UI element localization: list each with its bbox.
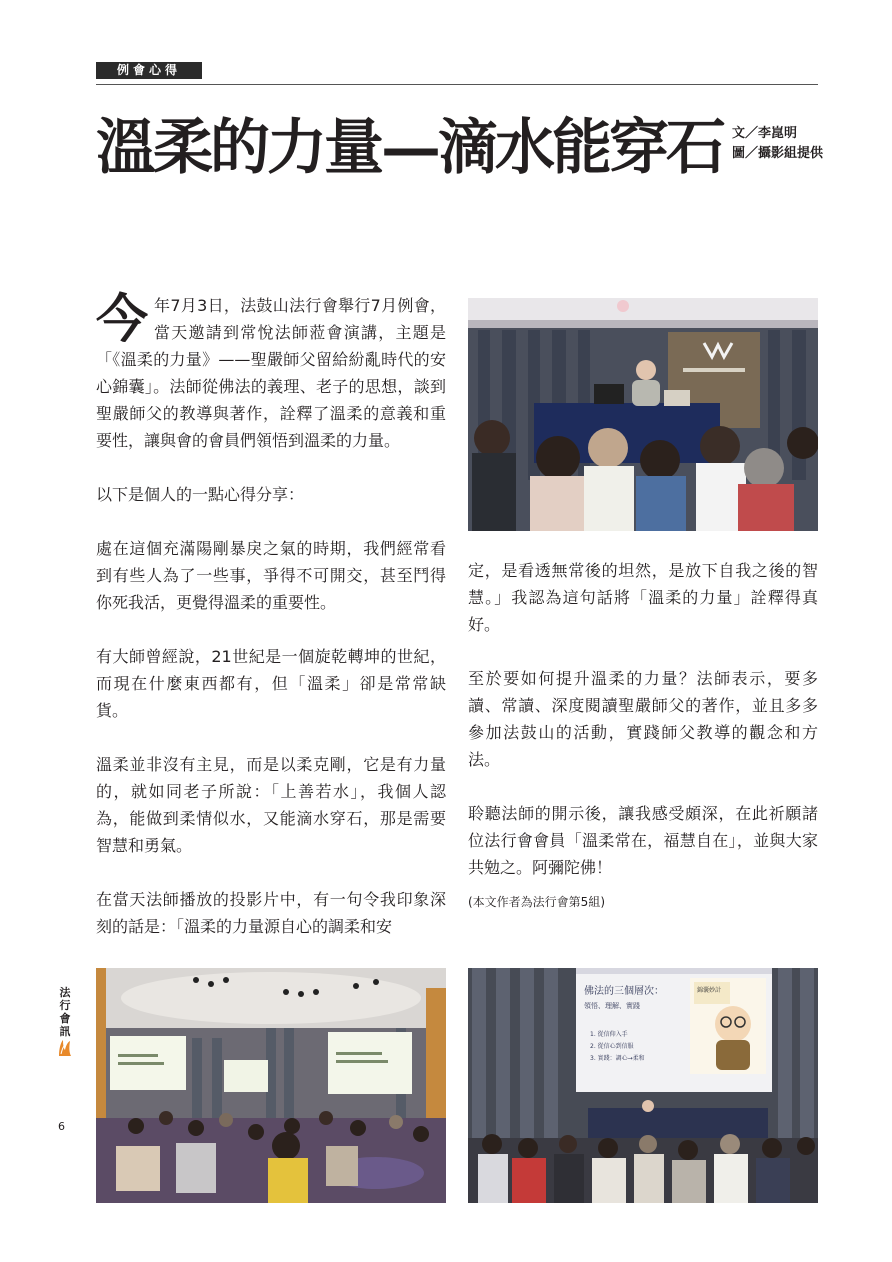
slide-item: 3. 實踐：調心→柔和 [590, 1055, 645, 1062]
publication-name-vertical: 法行會訊 [59, 986, 71, 1038]
article-column-right [468, 557, 818, 911]
slide-subtitle: 領悟、理解、實踐 [584, 1002, 640, 1010]
photo-banquet-hall [96, 968, 446, 1203]
paragraph-intro: 今年7月3日，法鼓山法行會舉行7月例會，當天邀請到常悅法師蒞會演講，主題是「《溫柔的力量》——聖嚴師父留給紛亂時代的安心錦囊」。法師從佛法的義理、老子的思想，談到聖嚴師父的教導與著作，詮釋了溫柔的意義和重要性，讓與會的會員們領悟到溫柔的力量。 [96, 289, 446, 450]
paragraph: 有大師曾經說，21世紀是一個旋乾轉坤的世紀，而現在什麼東西都有，但「溫柔」卻是常常缺貨。 [96, 647, 446, 720]
credit-photo: 圖／攝影組提供 [732, 146, 824, 161]
slide-item: 1. 從信仰入手 [590, 1031, 628, 1038]
paragraph: 處在這個充滿陽剛暴戾之氣的時期，我們經常看到有些人為了一些事，爭得不可開交，甚至鬥得你死我活，更覺得溫柔的重要性。 [96, 539, 446, 612]
top-rule [96, 84, 818, 85]
paragraph: 在當天法師播放的投影片中，有一句令我印象深刻的話是：「溫柔的力量源自心的調柔和安 [96, 890, 446, 936]
paragraph: 聆聽法師的開示後，讓我感受頗深，在此祈願諸位法行會會員「溫柔常在，福慧自在」，並與大家共勉之。阿彌陀佛！ [468, 804, 818, 877]
paragraph: 溫柔並非沒有主見，而是以柔克剛，它是有力量的，就如同老子所說：「上善若水」，我個人認為，能做到柔情似水，又能滴水穿石，那是需要智慧和勇氣。 [96, 755, 446, 855]
slide-item: 2. 從信心到信服 [590, 1043, 634, 1050]
slide-badge: 錦囊妙計 [697, 987, 722, 994]
credit-author: 文／李崑明 [732, 126, 798, 141]
author-note: (本文作者為法行會第5組) [468, 895, 605, 909]
photo-lecture-slide [468, 968, 818, 1203]
section-tag: 例會心得 [96, 62, 202, 79]
dropcap: 今 [96, 289, 149, 350]
paragraph: 以下是個人的一點心得分享： [96, 485, 305, 504]
article-credits [732, 124, 823, 164]
article-column-left [96, 289, 446, 940]
page-number: 6 [58, 1120, 65, 1133]
publication-logo-icon [57, 1038, 73, 1058]
paragraph: 至於要如何提升溫柔的力量？法師表示，要多讀、常讀、深度閱讀聖嚴師父的著作，並且多多參加法鼓山的活動，實踐師父教導的觀念和方法。 [468, 669, 818, 769]
photo-speaker-podium [468, 298, 818, 531]
slide-title: 佛法的三個層次： [584, 986, 664, 997]
article-title: 溫柔的力量—滴水能穿石 [96, 113, 723, 183]
paragraph: 定，是看透無常後的坦然，是放下自我之後的智慧。」我認為這句話將「溫柔的力量」詮釋得真好。 [468, 561, 818, 634]
